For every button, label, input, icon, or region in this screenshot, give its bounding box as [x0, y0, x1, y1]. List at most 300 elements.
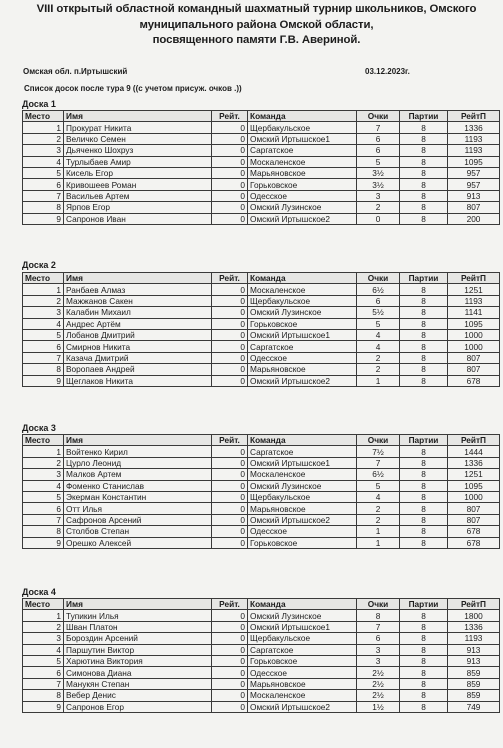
table-row [23, 179, 500, 190]
cell-team: Омский Иртышское2 [248, 514, 357, 525]
cell-games: 8 [400, 701, 448, 712]
cell-place: 8 [23, 364, 64, 375]
cell-games: 8 [400, 644, 448, 655]
table-header-row [23, 435, 500, 446]
cell-rating: 0 [212, 213, 248, 224]
cell-name: Казача Дмитрий [64, 352, 212, 363]
cell-rp: 1095 [448, 156, 500, 167]
cell-name: Паршутин Виктор [64, 644, 212, 655]
cell-team: Щербакульское [248, 491, 357, 502]
cell-team: Марьяновское [248, 167, 357, 178]
cell-rating: 0 [212, 375, 248, 386]
cell-rating: 0 [212, 491, 248, 502]
cell-team: Саргатское [248, 341, 357, 352]
cell-rp: 859 [448, 667, 500, 678]
table-row [23, 701, 500, 712]
cell-points: 2½ [357, 690, 400, 701]
column-header-rating: Рейт. [212, 435, 248, 446]
table-header-row [23, 111, 500, 122]
cell-points: 4 [357, 491, 400, 502]
cell-name: Прокурат Никита [64, 122, 212, 133]
cell-games: 8 [400, 537, 448, 548]
table-row [23, 491, 500, 502]
column-header-place: Место [23, 111, 64, 122]
column-header-name: Имя [64, 111, 212, 122]
cell-team: Горьковское [248, 318, 357, 329]
cell-points: 6½ [357, 469, 400, 480]
cell-games: 8 [400, 610, 448, 621]
cell-place: 6 [23, 667, 64, 678]
cell-games: 8 [400, 457, 448, 468]
table-row [23, 190, 500, 201]
cell-team: Саргатское [248, 145, 357, 156]
cell-rp: 1000 [448, 491, 500, 502]
cell-points: 5 [357, 156, 400, 167]
table-row [23, 122, 500, 133]
column-header-place: Место [23, 599, 64, 610]
cell-rating: 0 [212, 667, 248, 678]
cell-rating: 0 [212, 678, 248, 689]
cell-points: 2 [357, 514, 400, 525]
cell-points: 7 [357, 457, 400, 468]
board-label: Доска 1 [22, 99, 56, 109]
cell-name: Столбов Степан [64, 526, 212, 537]
table-row [23, 284, 500, 295]
cell-games: 8 [400, 295, 448, 306]
column-header-games: Партии [400, 435, 448, 446]
cell-team: Москаленское [248, 156, 357, 167]
table-row [23, 318, 500, 329]
cell-games: 8 [400, 480, 448, 491]
cell-points: 0 [357, 213, 400, 224]
table-row [23, 352, 500, 363]
column-header-games: Партии [400, 273, 448, 284]
title-line-2: муниципального района Омской области, [139, 18, 374, 31]
cell-rp: 1095 [448, 480, 500, 491]
cell-name: Дьяченко Шохруз [64, 145, 212, 156]
cell-points: 3½ [357, 179, 400, 190]
column-header-name: Имя [64, 599, 212, 610]
cell-rp: 200 [448, 213, 500, 224]
cell-rating: 0 [212, 690, 248, 701]
cell-rating: 0 [212, 318, 248, 329]
cell-rp: 678 [448, 537, 500, 548]
table-row [23, 457, 500, 468]
cell-games: 8 [400, 190, 448, 201]
cell-games: 8 [400, 307, 448, 318]
cell-games: 8 [400, 213, 448, 224]
cell-games: 8 [400, 633, 448, 644]
board-table [22, 110, 500, 225]
cell-rating: 0 [212, 190, 248, 201]
cell-rp: 807 [448, 364, 500, 375]
cell-rating: 0 [212, 202, 248, 213]
cell-rating: 0 [212, 610, 248, 621]
cell-games: 8 [400, 202, 448, 213]
cell-place: 9 [23, 375, 64, 386]
document-title [10, 2, 503, 49]
cell-rating: 0 [212, 307, 248, 318]
table-row [23, 375, 500, 386]
cell-place: 4 [23, 156, 64, 167]
table-row [23, 667, 500, 678]
cell-points: 6½ [357, 284, 400, 295]
cell-place: 7 [23, 352, 64, 363]
cell-name: Васильев Артем [64, 190, 212, 201]
cell-name: Калабин Михаил [64, 307, 212, 318]
column-header-rating: Рейт. [212, 599, 248, 610]
column-header-games: Партии [400, 599, 448, 610]
cell-place: 5 [23, 329, 64, 340]
cell-name: Тупикин Илья [64, 610, 212, 621]
board-label: Доска 3 [22, 423, 56, 433]
cell-name: Сапронов Егор [64, 701, 212, 712]
cell-games: 8 [400, 503, 448, 514]
cell-games: 8 [400, 446, 448, 457]
cell-rp: 913 [448, 644, 500, 655]
cell-rp: 1193 [448, 145, 500, 156]
cell-rating: 0 [212, 526, 248, 537]
cell-place: 9 [23, 537, 64, 548]
cell-team: Москаленское [248, 284, 357, 295]
column-header-name: Имя [64, 273, 212, 284]
cell-games: 8 [400, 621, 448, 632]
cell-place: 1 [23, 610, 64, 621]
cell-points: 6 [357, 633, 400, 644]
column-header-points: Очки [357, 435, 400, 446]
cell-team: Одесское [248, 352, 357, 363]
cell-rp: 1444 [448, 446, 500, 457]
cell-team: Одесское [248, 667, 357, 678]
cell-team: Омский Лузинское [248, 202, 357, 213]
cell-rp: 678 [448, 375, 500, 386]
column-header-team: Команда [248, 435, 357, 446]
table-row [23, 145, 500, 156]
cell-points: 5½ [357, 307, 400, 318]
cell-games: 8 [400, 690, 448, 701]
table-row [23, 446, 500, 457]
cell-games: 8 [400, 491, 448, 502]
cell-place: 4 [23, 318, 64, 329]
cell-team: Омский Иртышское1 [248, 621, 357, 632]
cell-rp: 749 [448, 701, 500, 712]
title-line-3: посвященного памяти Г.В. Авериной. [152, 34, 361, 46]
column-header-points: Очки [357, 273, 400, 284]
cell-rp: 859 [448, 678, 500, 689]
cell-name: Лобанов Дмитрий [64, 329, 212, 340]
cell-rp: 859 [448, 690, 500, 701]
cell-team: Омский Иртышское1 [248, 457, 357, 468]
list-subtitle: Список досок после тура 9 ((с учетом присуж. очков .)) [24, 84, 242, 93]
cell-rp: 1095 [448, 318, 500, 329]
cell-games: 8 [400, 179, 448, 190]
cell-games: 8 [400, 469, 448, 480]
board-table [22, 272, 500, 387]
cell-place: 2 [23, 621, 64, 632]
cell-points: 4 [357, 341, 400, 352]
cell-points: 2 [357, 202, 400, 213]
cell-rating: 0 [212, 621, 248, 632]
cell-points: 7 [357, 621, 400, 632]
cell-rp: 1336 [448, 457, 500, 468]
table-row [23, 329, 500, 340]
cell-points: 8 [357, 610, 400, 621]
cell-rating: 0 [212, 167, 248, 178]
column-header-points: Очки [357, 599, 400, 610]
cell-points: 2 [357, 352, 400, 363]
cell-games: 8 [400, 122, 448, 133]
cell-name: Вебер Денис [64, 690, 212, 701]
table-row [23, 295, 500, 306]
cell-name: Цурло Леонид [64, 457, 212, 468]
cell-team: Москаленское [248, 690, 357, 701]
cell-team: Омский Иртышское2 [248, 375, 357, 386]
cell-name: Харютина Виктория [64, 655, 212, 666]
cell-games: 8 [400, 167, 448, 178]
cell-name: Сафронов Арсений [64, 514, 212, 525]
cell-points: 7 [357, 122, 400, 133]
cell-place: 8 [23, 202, 64, 213]
table-row [23, 537, 500, 548]
cell-rating: 0 [212, 655, 248, 666]
cell-place: 8 [23, 526, 64, 537]
cell-rp: 1336 [448, 122, 500, 133]
cell-team: Марьяновское [248, 503, 357, 514]
cell-name: Ярпов Егор [64, 202, 212, 213]
cell-team: Москаленское [248, 469, 357, 480]
cell-name: Орешко Алексей [64, 537, 212, 548]
cell-place: 5 [23, 491, 64, 502]
cell-rating: 0 [212, 701, 248, 712]
table-row [23, 341, 500, 352]
cell-rp: 957 [448, 179, 500, 190]
cell-games: 8 [400, 364, 448, 375]
cell-name: Величко Семен [64, 133, 212, 144]
cell-rp: 678 [448, 526, 500, 537]
cell-rating: 0 [212, 364, 248, 375]
cell-place: 9 [23, 701, 64, 712]
cell-games: 8 [400, 318, 448, 329]
table-row [23, 364, 500, 375]
cell-name: Бороздин Арсений [64, 633, 212, 644]
cell-team: Омский Иртышское2 [248, 213, 357, 224]
cell-rating: 0 [212, 514, 248, 525]
cell-rp: 807 [448, 514, 500, 525]
cell-place: 1 [23, 122, 64, 133]
cell-name: Щеглаков Никита [64, 375, 212, 386]
cell-points: 1 [357, 375, 400, 386]
cell-games: 8 [400, 678, 448, 689]
table-header-row [23, 273, 500, 284]
cell-place: 3 [23, 145, 64, 156]
date-label: 03.12.2023г. [365, 67, 410, 76]
cell-points: 1 [357, 537, 400, 548]
cell-name: Экерман Константин [64, 491, 212, 502]
column-header-team: Команда [248, 273, 357, 284]
cell-points: 5 [357, 480, 400, 491]
cell-place: 2 [23, 295, 64, 306]
table-row [23, 133, 500, 144]
cell-rp: 807 [448, 503, 500, 514]
column-header-rp: РейтП [448, 435, 500, 446]
cell-rp: 1193 [448, 633, 500, 644]
cell-rp: 1193 [448, 295, 500, 306]
cell-points: 1½ [357, 701, 400, 712]
cell-rp: 913 [448, 655, 500, 666]
column-header-name: Имя [64, 435, 212, 446]
cell-name: Ранбаев Алмаз [64, 284, 212, 295]
column-header-points: Очки [357, 111, 400, 122]
cell-name: Манукян Степан [64, 678, 212, 689]
cell-name: Андрес Артём [64, 318, 212, 329]
cell-rating: 0 [212, 156, 248, 167]
cell-rating: 0 [212, 295, 248, 306]
cell-place: 5 [23, 167, 64, 178]
cell-points: 5 [357, 318, 400, 329]
cell-rating: 0 [212, 122, 248, 133]
cell-team: Одесское [248, 190, 357, 201]
cell-games: 8 [400, 526, 448, 537]
cell-place: 6 [23, 179, 64, 190]
cell-team: Щербакульское [248, 633, 357, 644]
cell-rp: 1141 [448, 307, 500, 318]
cell-points: 2½ [357, 667, 400, 678]
cell-place: 4 [23, 644, 64, 655]
cell-rp: 957 [448, 167, 500, 178]
cell-games: 8 [400, 341, 448, 352]
cell-games: 8 [400, 156, 448, 167]
cell-rating: 0 [212, 503, 248, 514]
cell-rating: 0 [212, 145, 248, 156]
cell-points: 7½ [357, 446, 400, 457]
cell-place: 1 [23, 284, 64, 295]
board-table [22, 598, 500, 713]
table-row [23, 202, 500, 213]
cell-place: 3 [23, 469, 64, 480]
cell-name: Смирнов Никита [64, 341, 212, 352]
cell-name: Отт Илья [64, 503, 212, 514]
cell-games: 8 [400, 133, 448, 144]
cell-rp: 1336 [448, 621, 500, 632]
table-row [23, 690, 500, 701]
table-header-row [23, 599, 500, 610]
cell-team: Саргатское [248, 446, 357, 457]
cell-place: 3 [23, 307, 64, 318]
board-label: Доска 2 [22, 260, 56, 270]
cell-team: Марьяновское [248, 364, 357, 375]
cell-team: Омский Лузинское [248, 307, 357, 318]
column-header-rp: РейтП [448, 599, 500, 610]
cell-team: Саргатское [248, 644, 357, 655]
cell-points: 4 [357, 329, 400, 340]
cell-team: Щербакульское [248, 295, 357, 306]
cell-rating: 0 [212, 352, 248, 363]
cell-place: 7 [23, 190, 64, 201]
cell-rp: 1251 [448, 469, 500, 480]
cell-name: Симонова Диана [64, 667, 212, 678]
table-row [23, 167, 500, 178]
table-row [23, 156, 500, 167]
cell-team: Омский Иртышское1 [248, 329, 357, 340]
cell-rp: 1193 [448, 133, 500, 144]
cell-place: 2 [23, 457, 64, 468]
cell-points: 6 [357, 133, 400, 144]
cell-team: Горьковское [248, 179, 357, 190]
cell-rating: 0 [212, 329, 248, 340]
cell-rp: 1800 [448, 610, 500, 621]
cell-points: 3½ [357, 167, 400, 178]
column-header-rating: Рейт. [212, 273, 248, 284]
cell-name: Кривошеев Роман [64, 179, 212, 190]
cell-points: 6 [357, 145, 400, 156]
cell-place: 4 [23, 480, 64, 491]
cell-points: 2 [357, 364, 400, 375]
cell-place: 8 [23, 690, 64, 701]
table-row [23, 655, 500, 666]
cell-rp: 1000 [448, 341, 500, 352]
cell-games: 8 [400, 145, 448, 156]
cell-place: 1 [23, 446, 64, 457]
table-row [23, 678, 500, 689]
cell-team: Марьяновское [248, 678, 357, 689]
cell-place: 7 [23, 678, 64, 689]
cell-place: 3 [23, 633, 64, 644]
cell-games: 8 [400, 667, 448, 678]
column-header-place: Место [23, 435, 64, 446]
cell-points: 2 [357, 503, 400, 514]
column-header-team: Команда [248, 111, 357, 122]
table-row [23, 480, 500, 491]
cell-name: Фоменко Станислав [64, 480, 212, 491]
cell-rating: 0 [212, 179, 248, 190]
cell-rating: 0 [212, 446, 248, 457]
table-row [23, 307, 500, 318]
cell-games: 8 [400, 375, 448, 386]
region-label: Омская обл. п.Иртышский [23, 67, 128, 76]
cell-rp: 1251 [448, 284, 500, 295]
cell-rating: 0 [212, 644, 248, 655]
cell-team: Горьковское [248, 537, 357, 548]
cell-points: 2½ [357, 678, 400, 689]
cell-team: Омский Иртышское2 [248, 701, 357, 712]
table-row [23, 610, 500, 621]
cell-team: Одесское [248, 526, 357, 537]
cell-team: Щербакульское [248, 122, 357, 133]
column-header-rp: РейтП [448, 111, 500, 122]
table-row [23, 633, 500, 644]
cell-points: 1 [357, 526, 400, 537]
cell-rating: 0 [212, 457, 248, 468]
cell-name: Войтенко Кирил [64, 446, 212, 457]
column-header-rating: Рейт. [212, 111, 248, 122]
cell-points: 6 [357, 295, 400, 306]
cell-games: 8 [400, 284, 448, 295]
cell-place: 6 [23, 341, 64, 352]
cell-team: Омский Лузинское [248, 610, 357, 621]
cell-rating: 0 [212, 284, 248, 295]
cell-team: Омский Лузинское [248, 480, 357, 491]
table-row [23, 469, 500, 480]
cell-place: 5 [23, 655, 64, 666]
cell-rating: 0 [212, 469, 248, 480]
table-row [23, 526, 500, 537]
cell-rp: 1000 [448, 329, 500, 340]
cell-name: Мажжанов Сакен [64, 295, 212, 306]
title-line-1: VIII открытый областной командный шахматный турнир школьников, Омского [36, 3, 477, 15]
cell-rating: 0 [212, 633, 248, 644]
cell-points: 3 [357, 190, 400, 201]
cell-rp: 913 [448, 190, 500, 201]
